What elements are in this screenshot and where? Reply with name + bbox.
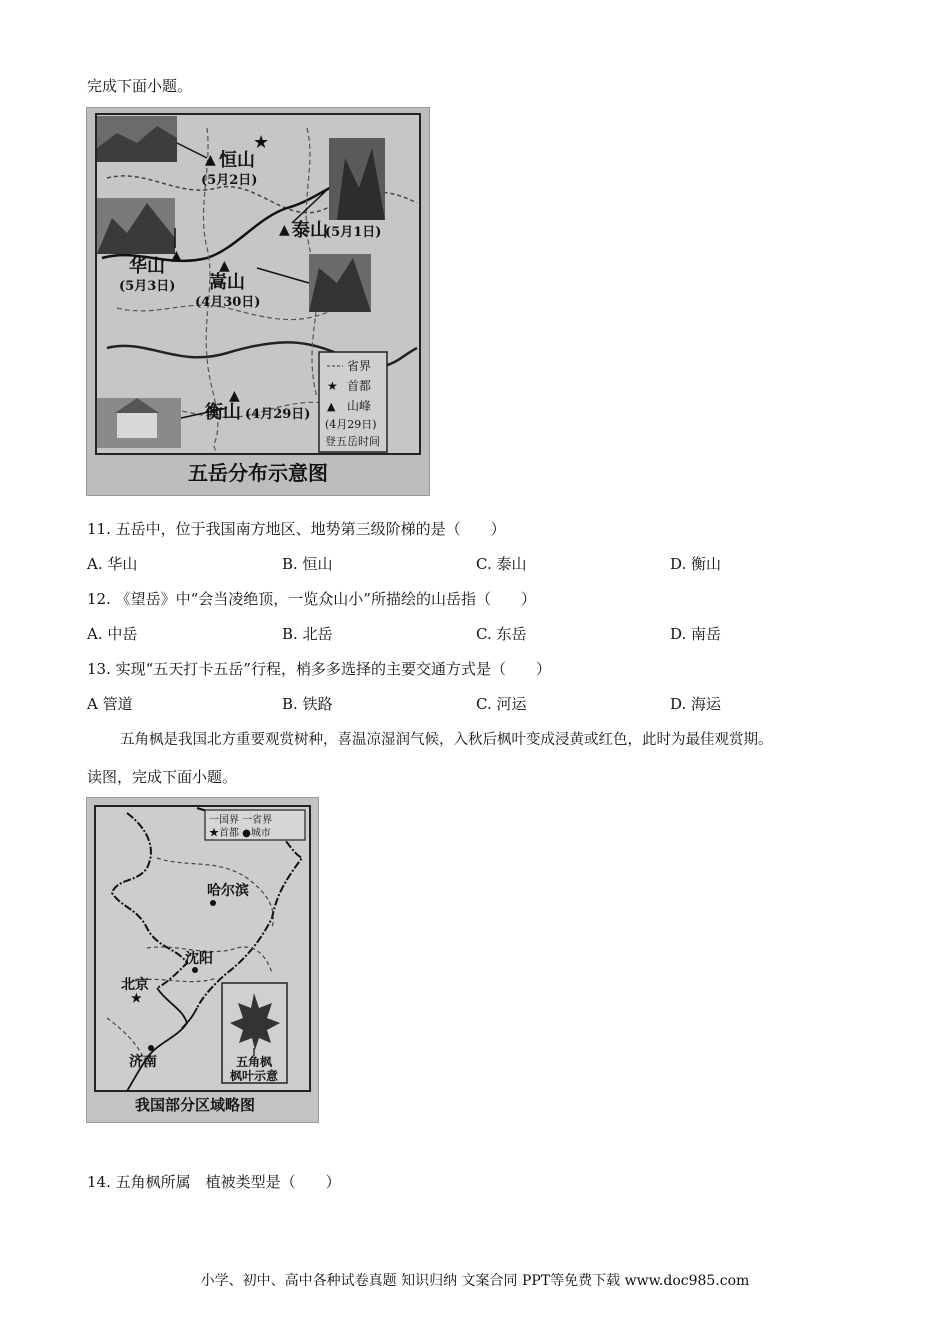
intro-text: 完成下面小题。 [87, 77, 193, 95]
legend-date-sample: (4月29日) [325, 418, 377, 431]
read-figure-instruction: 读图，完成下面小题。 [87, 768, 238, 786]
inset-label-maple: 五角枫 [235, 1055, 273, 1069]
q12-option-a[interactable]: A. 中岳 [87, 625, 138, 643]
legend-date-desc: 登五岳时间 [325, 435, 380, 448]
q13-option-a[interactable]: A 管道 [87, 695, 133, 713]
q11-option-b[interactable]: B. 恒山 [282, 555, 333, 573]
q12-stem: 12. 《望岳》中“会当凌绝顶，一览众山小”所描绘的山岳指（ ） [87, 590, 536, 608]
q12-option-b[interactable]: B. 北岳 [282, 625, 333, 643]
q13-option-d[interactable]: D. 海运 [670, 695, 722, 713]
q12-option-d[interactable]: D. 南岳 [670, 625, 722, 643]
map2-legend-line1: 一国界 一省界 [209, 815, 273, 826]
legend-star-icon: ★ [327, 379, 338, 393]
inset-label-leaf: 枫叶示意 [229, 1069, 279, 1083]
peak-date-taishan: (5月1日) [325, 225, 382, 240]
peak-name-taishan: 泰山 [292, 220, 328, 241]
q11-stem: 11. 五岳中，位于我国南方地区、地势第三级阶梯的是（ ） [87, 520, 506, 538]
peak-marker-icon: ▲ [279, 222, 290, 238]
legend-capital: 首都 [347, 379, 372, 393]
peak-name-hengshan-south: 衡山 [205, 402, 241, 423]
q13-option-b[interactable]: B. 铁路 [282, 695, 333, 713]
city-jinan: 济南 [129, 1054, 157, 1070]
q13-option-c[interactable]: C. 河运 [476, 695, 527, 713]
city-marker-icon [148, 1045, 154, 1051]
peak-date-hengshan-north: (5月2日) [201, 173, 258, 188]
city-beijing: 北京 [121, 977, 149, 993]
q11-option-a[interactable]: A. 华山 [87, 555, 138, 573]
peak-date-huashan: (5月3日) [119, 279, 176, 294]
region-map-figure [86, 797, 319, 1123]
capital-star-icon: ★ [131, 991, 142, 1005]
q14-stem: 14. 五角枫所属 植被类型是（ ） [87, 1173, 341, 1191]
wuyue-map-figure [86, 107, 430, 496]
maple-intro-paragraph: 五角枫是我国北方重要观赏树种，喜温凉湿润气候，入秋后枫叶变成浸黄或红色，此时为最佳观赏期。 [120, 732, 773, 748]
map2-title: 我国部分区域略图 [134, 1096, 256, 1114]
q13-stem: 13. 实现“五天打卡五岳”行程，梢多多选择的主要交通方式是（ ） [87, 660, 551, 678]
city-shenyang: 沈阳 [185, 951, 213, 967]
q11-option-d[interactable]: D. 衡山 [670, 555, 722, 573]
peak-marker-icon: ▲ [219, 258, 230, 274]
city-marker-icon [210, 900, 216, 906]
peak-date-hengshan-south: (4月29日) [245, 407, 311, 422]
peak-marker-icon: ▲ [205, 152, 216, 168]
peak-name-songshan: 嵩山 [209, 272, 245, 293]
city-harbin: 哈尔滨 [207, 883, 249, 899]
legend-peak-icon: ▲ [327, 400, 336, 413]
page-footer: 小学、初中、高中各种试卷真题 知识归纳 文案合同 PPT等免费下载 www.doc985.com [200, 1273, 750, 1289]
q11-option-c[interactable]: C. 泰山 [476, 555, 527, 573]
map2-legend-line2: ★首都 ●城市 [209, 828, 271, 839]
legend-boundary: 省界 [347, 359, 372, 373]
peak-marker-icon: ▲ [171, 248, 182, 264]
q12-option-c[interactable]: C. 东岳 [476, 625, 527, 643]
peak-name-hengshan-north: 恒山 [219, 150, 255, 171]
peak-marker-icon: ▲ [229, 388, 240, 404]
city-marker-icon [192, 967, 198, 973]
peak-date-songshan: (4月30日) [195, 295, 261, 310]
map1-title: 五岳分布示意图 [188, 461, 328, 485]
capital-star-icon: ★ [253, 132, 270, 153]
peak-name-huashan: 华山 [129, 256, 165, 277]
legend-peak: 山峰 [347, 399, 372, 413]
